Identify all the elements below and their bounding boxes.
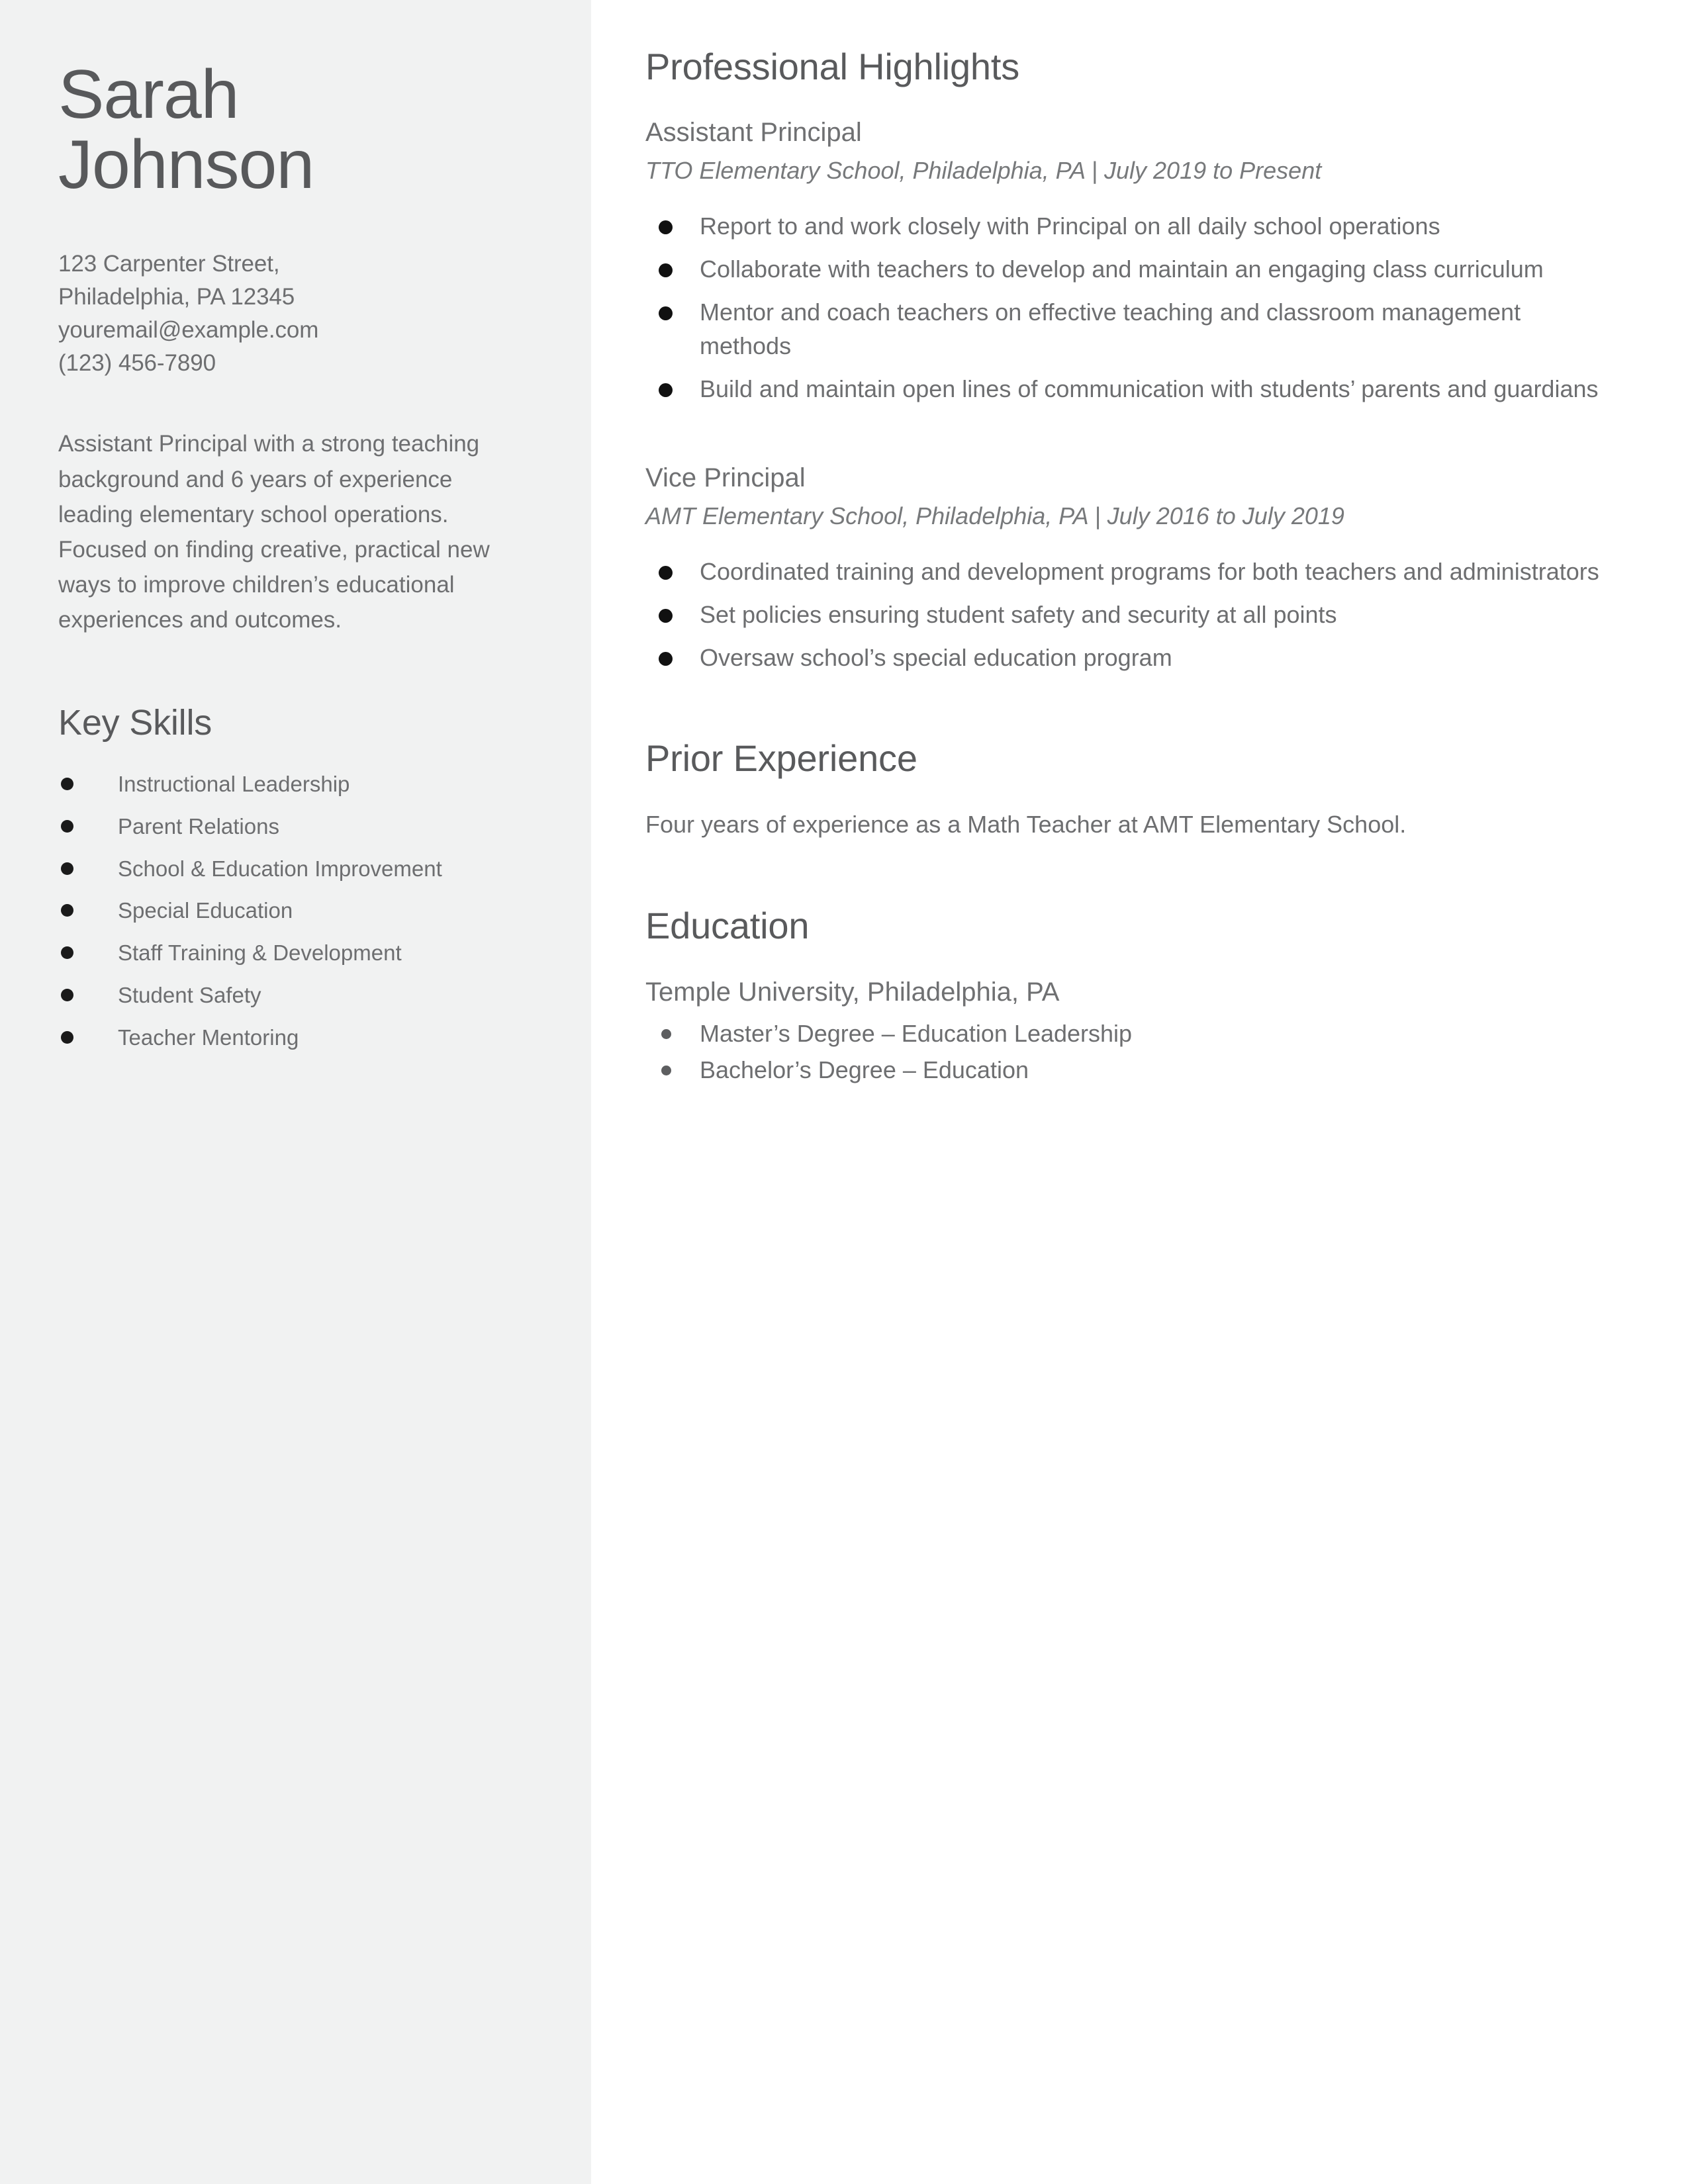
duty-text: Coordinated training and development programs for both teachers and administrators [700, 557, 1599, 585]
phone-number[interactable]: (123) 456-7890 [58, 350, 216, 377]
sidebar [0, 0, 591, 2184]
skill-label: Student Safety [118, 983, 261, 1008]
duty-text: Collaborate with teachers to develop and maintain an engaging class curriculum [700, 255, 1544, 283]
list-item [645, 641, 1615, 674]
list-item [58, 853, 541, 885]
bullet-icon [661, 1066, 671, 1075]
professional-summary: Assistant Principal with a strong teaching background and 6 years of experience leading elementary school operations. Focused on finding creative, practical new ways to improve children’s educational experiences and outcomes. [58, 431, 490, 633]
list-item [645, 598, 1615, 631]
list-item [645, 295, 1615, 363]
key-skills-list [58, 768, 545, 1054]
job-meta: AMT Elementary School, Philadelphia, PA | July 2016 to July 2019 [645, 502, 1344, 530]
skill-label: Teacher Mentoring [118, 1024, 299, 1050]
bullet-icon [61, 778, 73, 790]
list-item [645, 372, 1615, 406]
list-item [58, 979, 541, 1011]
job-entry-assistant-principal [645, 116, 1615, 406]
prior-experience-heading: Prior Experience [645, 737, 917, 780]
education-heading: Education [645, 905, 810, 947]
bullet-icon [659, 220, 673, 234]
list-item [58, 895, 541, 927]
bullet-icon [661, 1029, 671, 1039]
first-name: Sarah [58, 56, 239, 133]
prior-experience-text: Four years of experience as a Math Teacher at AMT Elementary School. [645, 810, 1407, 838]
bullet-icon [61, 946, 73, 959]
section-spacer [645, 418, 1615, 461]
list-item [58, 811, 541, 842]
list-item [645, 252, 1615, 286]
contact-info [58, 248, 545, 380]
list-item [645, 1017, 1615, 1050]
job-duties-list [645, 555, 1615, 674]
duty-text: Set policies ensuring student safety and security at all points [700, 600, 1337, 628]
degree-text: Bachelor’s Degree – Education [700, 1056, 1029, 1084]
list-item [58, 1022, 541, 1054]
list-item [58, 768, 541, 800]
bullet-icon [61, 820, 73, 833]
professional-highlights-heading: Professional Highlights [645, 46, 1020, 87]
last-name: Johnson [58, 126, 314, 204]
duty-text: Build and maintain open lines of communication with students’ parents and guardians [700, 375, 1599, 402]
address-line-2: Philadelphia, PA 12345 [58, 284, 295, 310]
education-entry [645, 975, 1615, 1087]
skill-label: Staff Training & Development [118, 940, 402, 966]
email-address[interactable]: youremail@example.com [58, 317, 319, 343]
list-item [645, 1054, 1615, 1087]
skill-label: Special Education [118, 898, 293, 923]
main-content [591, 0, 1688, 2184]
job-entry-vice-principal [645, 461, 1615, 674]
job-duties-list [645, 209, 1615, 406]
bullet-icon [659, 609, 673, 623]
list-item [645, 555, 1615, 588]
skill-label: Parent Relations [118, 813, 279, 839]
list-item [58, 937, 541, 969]
bullet-icon [659, 263, 673, 277]
key-skills-heading: Key Skills [58, 703, 212, 743]
bullet-icon [61, 1031, 73, 1044]
duty-text: Report to and work closely with Principal on all daily school operations [700, 212, 1440, 240]
bullet-icon [659, 652, 673, 666]
education-school: Temple University, Philadelphia, PA [645, 977, 1060, 1007]
job-meta: TTO Elementary School, Philadelphia, PA | July 2019 to Present [645, 156, 1322, 184]
job-title: Vice Principal [645, 463, 806, 493]
list-item [645, 209, 1615, 243]
address-line-1: 123 Carpenter Street, [58, 251, 280, 277]
candidate-name [58, 56, 545, 204]
bullet-icon [659, 306, 673, 320]
bullet-icon [61, 862, 73, 875]
duty-text: Mentor and coach teachers on effective teaching and classroom management methods [700, 298, 1521, 359]
job-title: Assistant Principal [645, 117, 862, 147]
degree-text: Master’s Degree – Education Leadership [700, 1019, 1133, 1047]
bullet-icon [61, 904, 73, 917]
skill-label: Instructional Leadership [118, 771, 350, 796]
skill-label: School & Education Improvement [118, 856, 442, 881]
bullet-icon [659, 566, 673, 580]
bullet-icon [659, 383, 673, 397]
duty-text: Oversaw school’s special education program [700, 644, 1172, 672]
education-degrees-list [645, 1017, 1615, 1087]
bullet-icon [61, 989, 73, 1001]
